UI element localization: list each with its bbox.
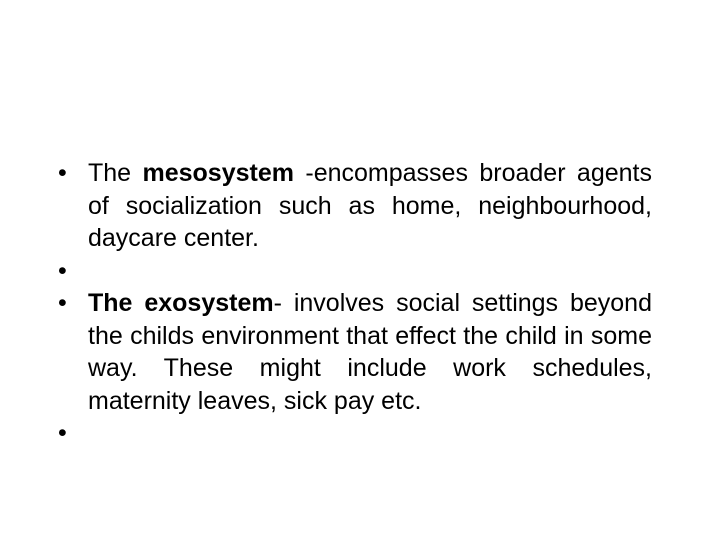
bullet-mesosystem [58, 157, 652, 255]
bullet-dot-icon: • [58, 256, 67, 285]
bullet-dot-icon: • [58, 419, 67, 447]
bullet-list [58, 157, 652, 450]
bullet-empty [58, 255, 652, 288]
bullet-term-exosystem: The exosystem [88, 289, 274, 317]
bullet-lead-text: The [88, 159, 143, 187]
bullet-body-text: -encompasses broader agents of socialization such as home, neighbourhood, daycare center. [88, 159, 652, 252]
bullet-exosystem [58, 287, 652, 417]
bullet-dot-icon: • [58, 159, 67, 187]
bullet-empty [58, 417, 652, 450]
bullet-term-mesosystem: mesosystem [142, 159, 294, 187]
bullet-body-text: - involves social settings beyond the childs environment that effect the child in some way. These might include work schedules, maternity leaves, sick pay etc. [88, 289, 652, 415]
bullet-dot-icon: • [58, 289, 67, 317]
